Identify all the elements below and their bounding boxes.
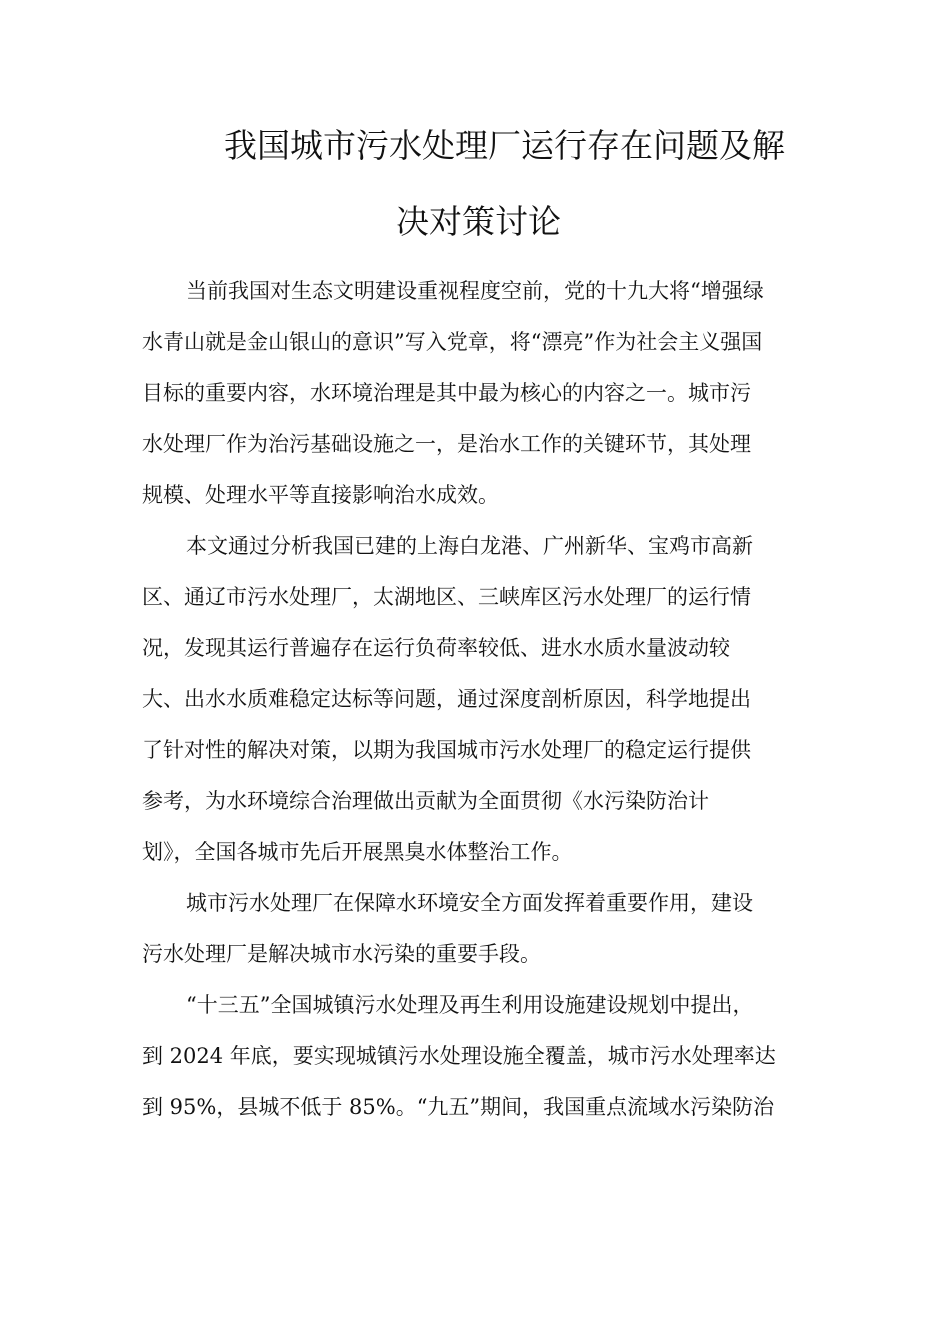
text-line: 本文通过分析我国已建的上海白龙港、广州新华、宝鸡市高新 — [186, 534, 753, 558]
text-line: 水青山就是金山银山的意识”写入党章，将“漂亮”作为社会主义强国 — [142, 330, 763, 354]
text-line: 到 2024 年底，要实现城镇污水处理设施全覆盖，城市污水处理率达 — [142, 1044, 776, 1068]
paragraph-1 — [142, 273, 802, 528]
document-title-line-2: 决对策讨论 — [396, 202, 561, 241]
text-line: 到 95%，县城不低于 85%。“九五”期间，我国重点流域水污染防治 — [142, 1095, 775, 1119]
text-line: 参考，为水环境综合治理做出贡献为全面贯彻《水污染防治计 — [142, 789, 709, 813]
document-title-line-1: 我国城市污水处理厂运行存在问题及解 — [224, 126, 785, 165]
text-line: “十三五”全国城镇污水处理及再生利用设施建设规划中提出， — [186, 993, 754, 1017]
text-line: 了针对性的解决对策，以期为我国城市污水处理厂的稳定运行提供 — [142, 738, 751, 762]
document-body — [142, 273, 802, 1140]
paragraph-2 — [142, 528, 802, 885]
text-line: 水处理厂作为治污基础设施之一，是治水工作的关键环节，其处理 — [142, 432, 751, 456]
paragraph-3 — [142, 885, 802, 987]
text-line: 大、出水水质难稳定达标等问题，通过深度剖析原因，科学地提出 — [142, 687, 751, 711]
text-line: 规模、处理水平等直接影响治水成效。 — [142, 483, 499, 507]
text-line: 污水处理厂是解决城市水污染的重要手段。 — [142, 942, 541, 966]
paragraph-4 — [142, 987, 802, 1140]
text-line: 划》，全国各城市先后开展黑臭水体整治工作。 — [142, 840, 573, 864]
text-line: 区、通辽市污水处理厂，太湖地区、三峡库区污水处理厂的运行情 — [142, 585, 751, 609]
text-line: 当前我国对生态文明建设重视程度空前，党的十九大将“增强绿 — [186, 279, 764, 303]
text-line: 目标的重要内容，水环境治理是其中最为核心的内容之一。城市污 — [142, 381, 751, 405]
text-line: 况，发现其运行普遍存在运行负荷率较低、进水水质水量波动较 — [142, 636, 730, 660]
text-line: 城市污水处理厂在保障水环境安全方面发挥着重要作用，建设 — [186, 891, 753, 915]
